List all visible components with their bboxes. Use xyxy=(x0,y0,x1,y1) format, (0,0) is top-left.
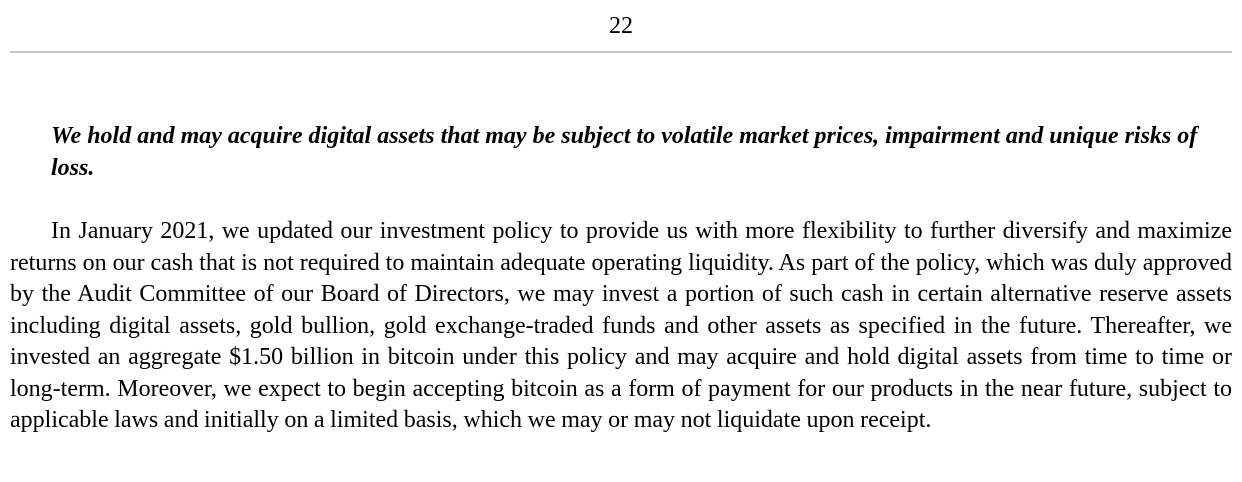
risk-factor-paragraph: In January 2021, we updated our investment policy to provide us with more flexibility to further diversify and maximize returns on our cash that is not required to maintain adequate operating liquidity. As part of the policy, which was duly approved by the Audit Committee of our Board of Directors, we may invest a portion of such cash in certain alternative reserve assets including digital assets, gold bullion, gold exchange-traded funds and other assets as specified in the future. Thereafter, we invested an aggregate $1.50 billion in bitcoin under this policy and may acquire and hold digital assets from time to time or long-term. Moreover, we expect to begin accepting bitcoin as a form of payment for our products in the near future, subject to applicable laws and initially on a limited basis, which we may or may not liquidate upon receipt. xyxy=(10,218,1232,433)
header-divider xyxy=(10,51,1232,53)
risk-factor-heading: We hold and may acquire digital assets that may be subject to volatile market prices, impairment and unique risks of loss. xyxy=(51,123,1198,181)
page-number: 22 xyxy=(609,13,633,39)
